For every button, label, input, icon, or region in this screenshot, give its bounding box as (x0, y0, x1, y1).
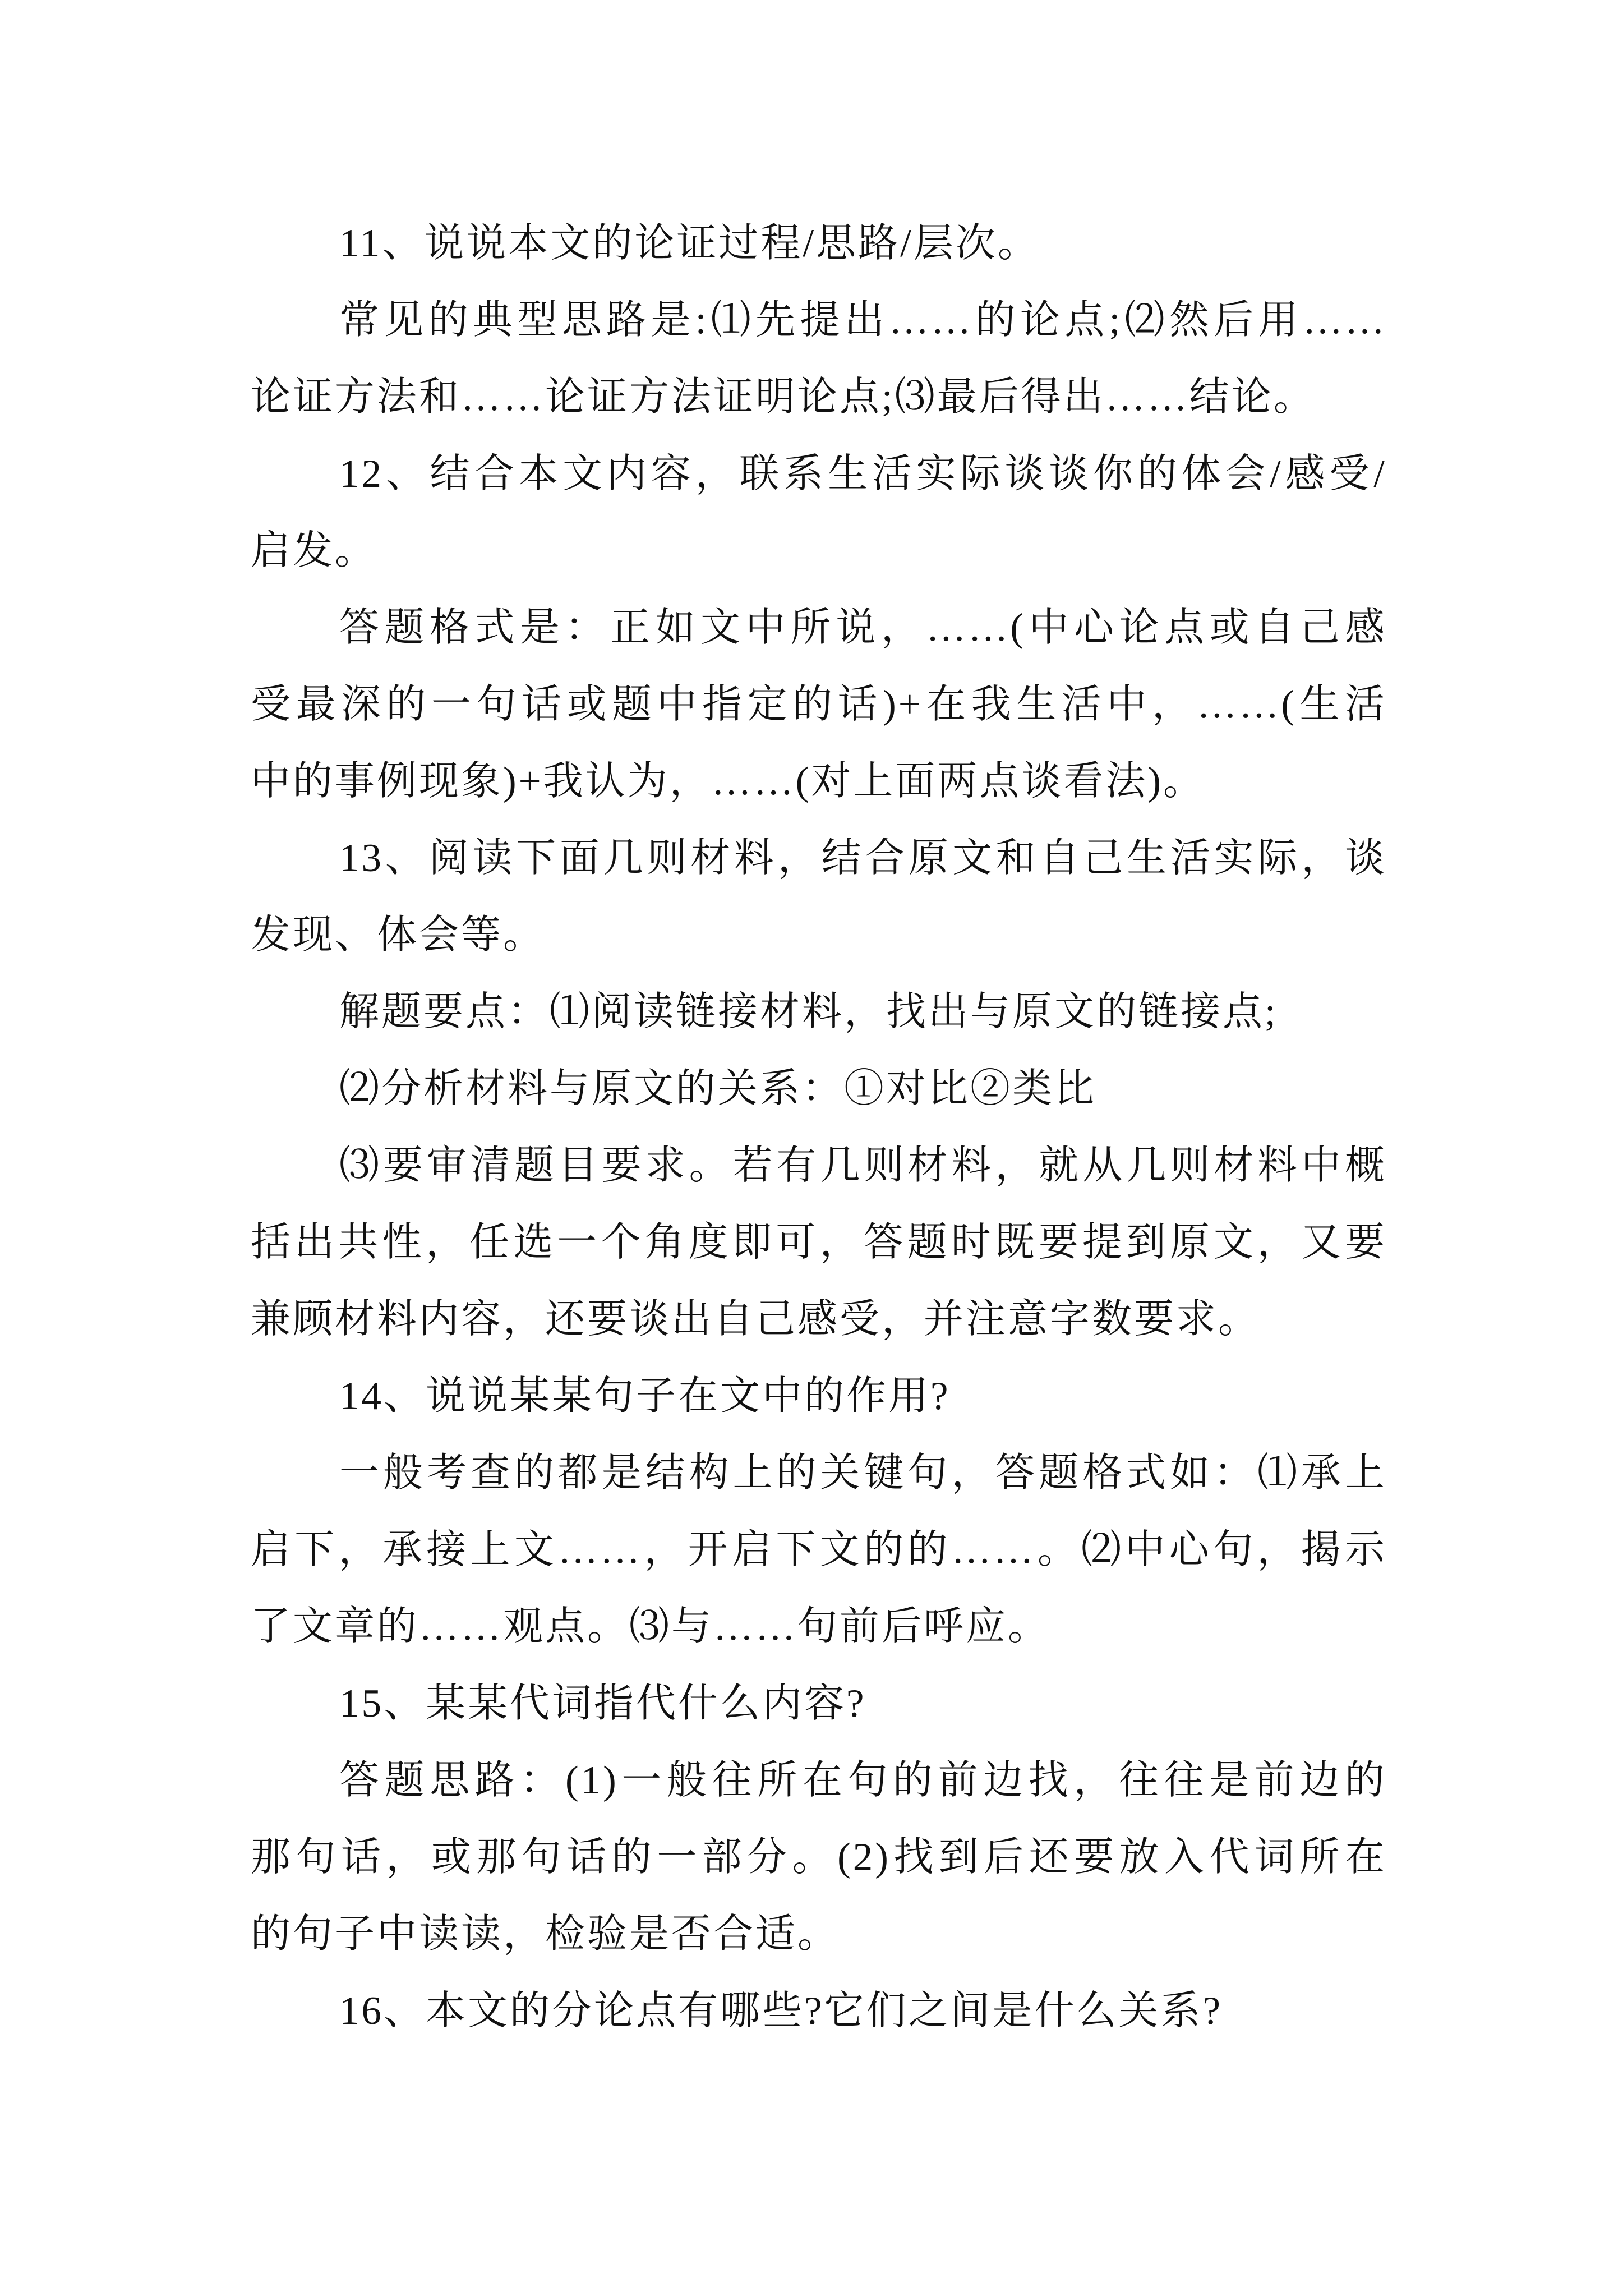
text-line: ⑶要审清题目要求。若有几则材料，就从几则材料中概 (339, 1144, 1387, 1188)
text-line: 答题思路：(1)一般往所在句的前边找，往往是前边的 (339, 1759, 1387, 1802)
question-13-point-2 (251, 1051, 1387, 1128)
text-line: 那句话，或那句话的一部分。(2)找到后还要放入代词所在 (251, 1835, 1387, 1879)
question-12-heading (251, 436, 1387, 590)
text-line: 12、结合本文内容，联系生活实际谈谈你的体会/感受/ (339, 452, 1387, 496)
question-13-heading (251, 820, 1387, 974)
question-13-point-3 (251, 1128, 1387, 1358)
text-line: 常见的典型思路是:⑴先提出……的论点;⑵然后用…… (339, 298, 1387, 342)
question-15-heading (251, 1665, 1387, 1742)
text-line: 启发。 (251, 529, 377, 573)
text-line: 15、某某代词指代什么内容? (339, 1682, 866, 1726)
text-line: 了文章的……观点。⑶与……句前后呼应。 (251, 1605, 1050, 1649)
question-12-answer (251, 590, 1387, 820)
text-line: 启下，承接上文……，开启下文的的……。⑵中心句，揭示 (251, 1528, 1387, 1572)
text-line: 括出共性，任选一个角度即可，答题时既要提到原文，又要 (251, 1221, 1387, 1264)
text-line: 11、说说本文的论证过程/思路/层次。 (339, 222, 1040, 265)
question-15-answer (251, 1742, 1387, 1973)
question-16-heading (251, 1973, 1387, 2050)
question-14-heading (251, 1358, 1387, 1435)
text-line: 中的事例现象)+我认为，……(对上面两点谈看法)。 (251, 760, 1205, 803)
document-body (251, 205, 1387, 2050)
text-line: 论证方法和……论证方法证明论点;⑶最后得出……结论。 (251, 375, 1316, 419)
text-line: 受最深的一句话或题中指定的话)+在我生活中，……(生活 (251, 683, 1387, 726)
text-line: 兼顾材料内容，还要谈出自己感受，并注意字数要求。 (251, 1297, 1261, 1341)
text-line: 解题要点：⑴阅读链接材料，找出与原文的链接点; (339, 990, 1278, 1034)
question-14-answer (251, 1435, 1387, 1665)
question-11-heading (251, 205, 1387, 282)
text-line: 的句子中读读，检验是否合适。 (251, 1912, 840, 1956)
question-13-point-1 (251, 974, 1387, 1051)
text-line: 答题格式是：正如文中所说，……(中心论点或自己感 (339, 606, 1387, 650)
text-line: 14、说说某某句子在文中的作用? (339, 1374, 951, 1418)
text-line: 发现、体会等。 (251, 913, 546, 957)
text-line: ⑵分析材料与原文的关系：①对比②类比 (339, 1067, 1097, 1111)
question-11-answer (251, 282, 1387, 436)
text-line: 13、阅读下面几则材料，结合原文和自己生活实际，谈 (339, 836, 1387, 880)
text-line: 一般考查的都是结构上的关键句，答题格式如：⑴承上 (339, 1451, 1387, 1495)
text-line: 16、本文的分论点有哪些?它们之间是什么关系? (339, 1989, 1223, 2033)
